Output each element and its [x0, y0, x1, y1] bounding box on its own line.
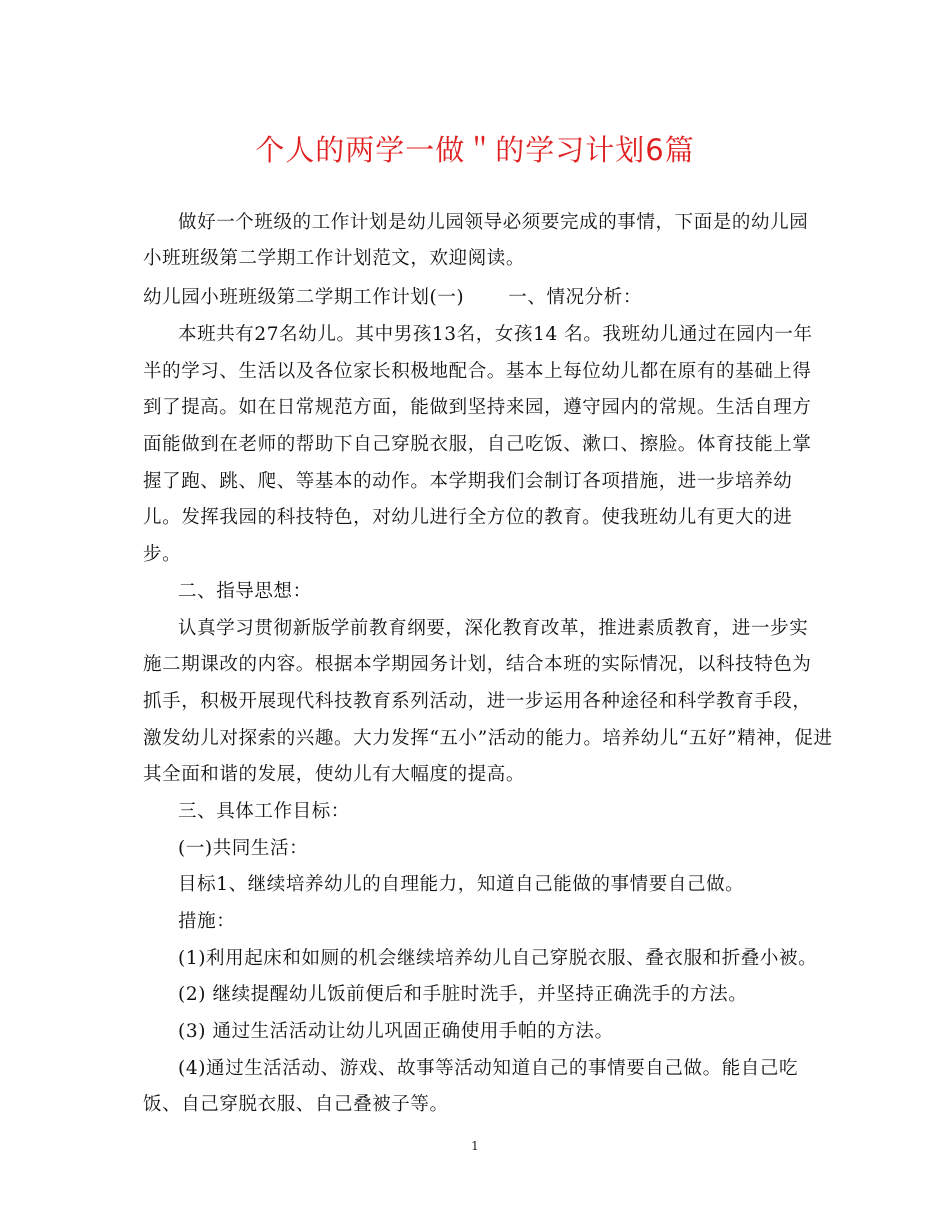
- page-number: 1: [471, 1139, 479, 1153]
- list-item: (3) 通过生活活动让幼儿巩固正确使用手帕的方法。: [178, 1021, 614, 1042]
- paragraph-line: 抓手，积极开展现代科技教育系列活动，进一步运用各种途径和科学教育手段，: [143, 691, 812, 712]
- paragraph-line: 认真学习贯彻新版学前教育纲要，深化教育改革，推进素质教育，进一步实: [178, 618, 809, 639]
- paragraph-line: 激发幼儿对探索的兴趣。大力发挥“五小”活动的能力。培养幼儿“五好”精神，促进: [143, 728, 833, 749]
- paragraph-line: 措施：: [178, 911, 236, 932]
- section-heading: 二、指导思想：: [178, 581, 312, 602]
- paragraph-line: 步。: [143, 544, 182, 565]
- paragraph-line: 半的学习、生活以及各位家长积极地配合。基本上每位幼儿都在原有的基础上得: [143, 361, 812, 382]
- subsection-heading: (一)共同生活：: [178, 838, 309, 859]
- section-heading-line: [143, 283, 642, 309]
- paragraph-line: 目标1、继续培养幼儿的自理能力，知道自己能做的事情要自己做。: [178, 874, 745, 895]
- paragraph-line: 饭、自己穿脱衣服、自己叠被子等。: [143, 1094, 449, 1115]
- paragraph-line: 到了提高。如在日常规范方面，能做到坚持来园，遵守园内的常规。生活自理方: [143, 397, 812, 418]
- list-item: (2) 继续提醒幼儿饭前便后和手脏时洗手，并坚持正确洗手的方法。: [178, 984, 748, 1005]
- paragraph-line: 面能做到在老师的帮助下自己穿脱衣服，自己吃饭、漱口、擦脸。体育技能上掌: [143, 434, 812, 455]
- list-item: (1)利用起床和如厕的机会继续培养幼儿自己穿脱衣服、叠衣服和折叠小被。: [178, 948, 818, 969]
- paragraph-line: 本班共有27名幼儿。其中男孩13名，女孩14 名。我班幼儿通过在园内一年: [178, 324, 813, 345]
- section-heading: 三、具体工作目标：: [178, 801, 350, 822]
- paragraph-line: 儿。发挥我园的科技特色，对幼儿进行全方位的教育。使我班幼儿有更大的进: [143, 507, 793, 528]
- document-title: 个人的两学一做＂的学习计划6篇: [255, 133, 695, 167]
- plan-heading: 幼儿园小班班级第二学期工作计划(一): [143, 287, 465, 308]
- paragraph-line: 做好一个班级的工作计划是幼儿园领导必须要完成的事情，下面是的幼儿园: [178, 212, 809, 233]
- paragraph-line: 握了跑、跳、爬、等基本的动作。本学期我们会制订各项措施，进一步培养幼: [143, 471, 793, 492]
- list-item: (4)通过生活活动、游戏、故事等活动知道自己的事情要自己做。能自己吃: [178, 1058, 799, 1079]
- paragraph-line: 其全面和谐的发展，使幼儿有大幅度的提高。: [143, 764, 526, 785]
- paragraph-line: 施二期课改的内容。根据本学期园务计划，结合本班的实际情况，以科技特色为: [143, 654, 812, 675]
- section-heading: 一、情况分析：: [508, 287, 642, 308]
- paragraph-line: 小班班级第二学期工作计划范文，欢迎阅读。: [143, 248, 526, 269]
